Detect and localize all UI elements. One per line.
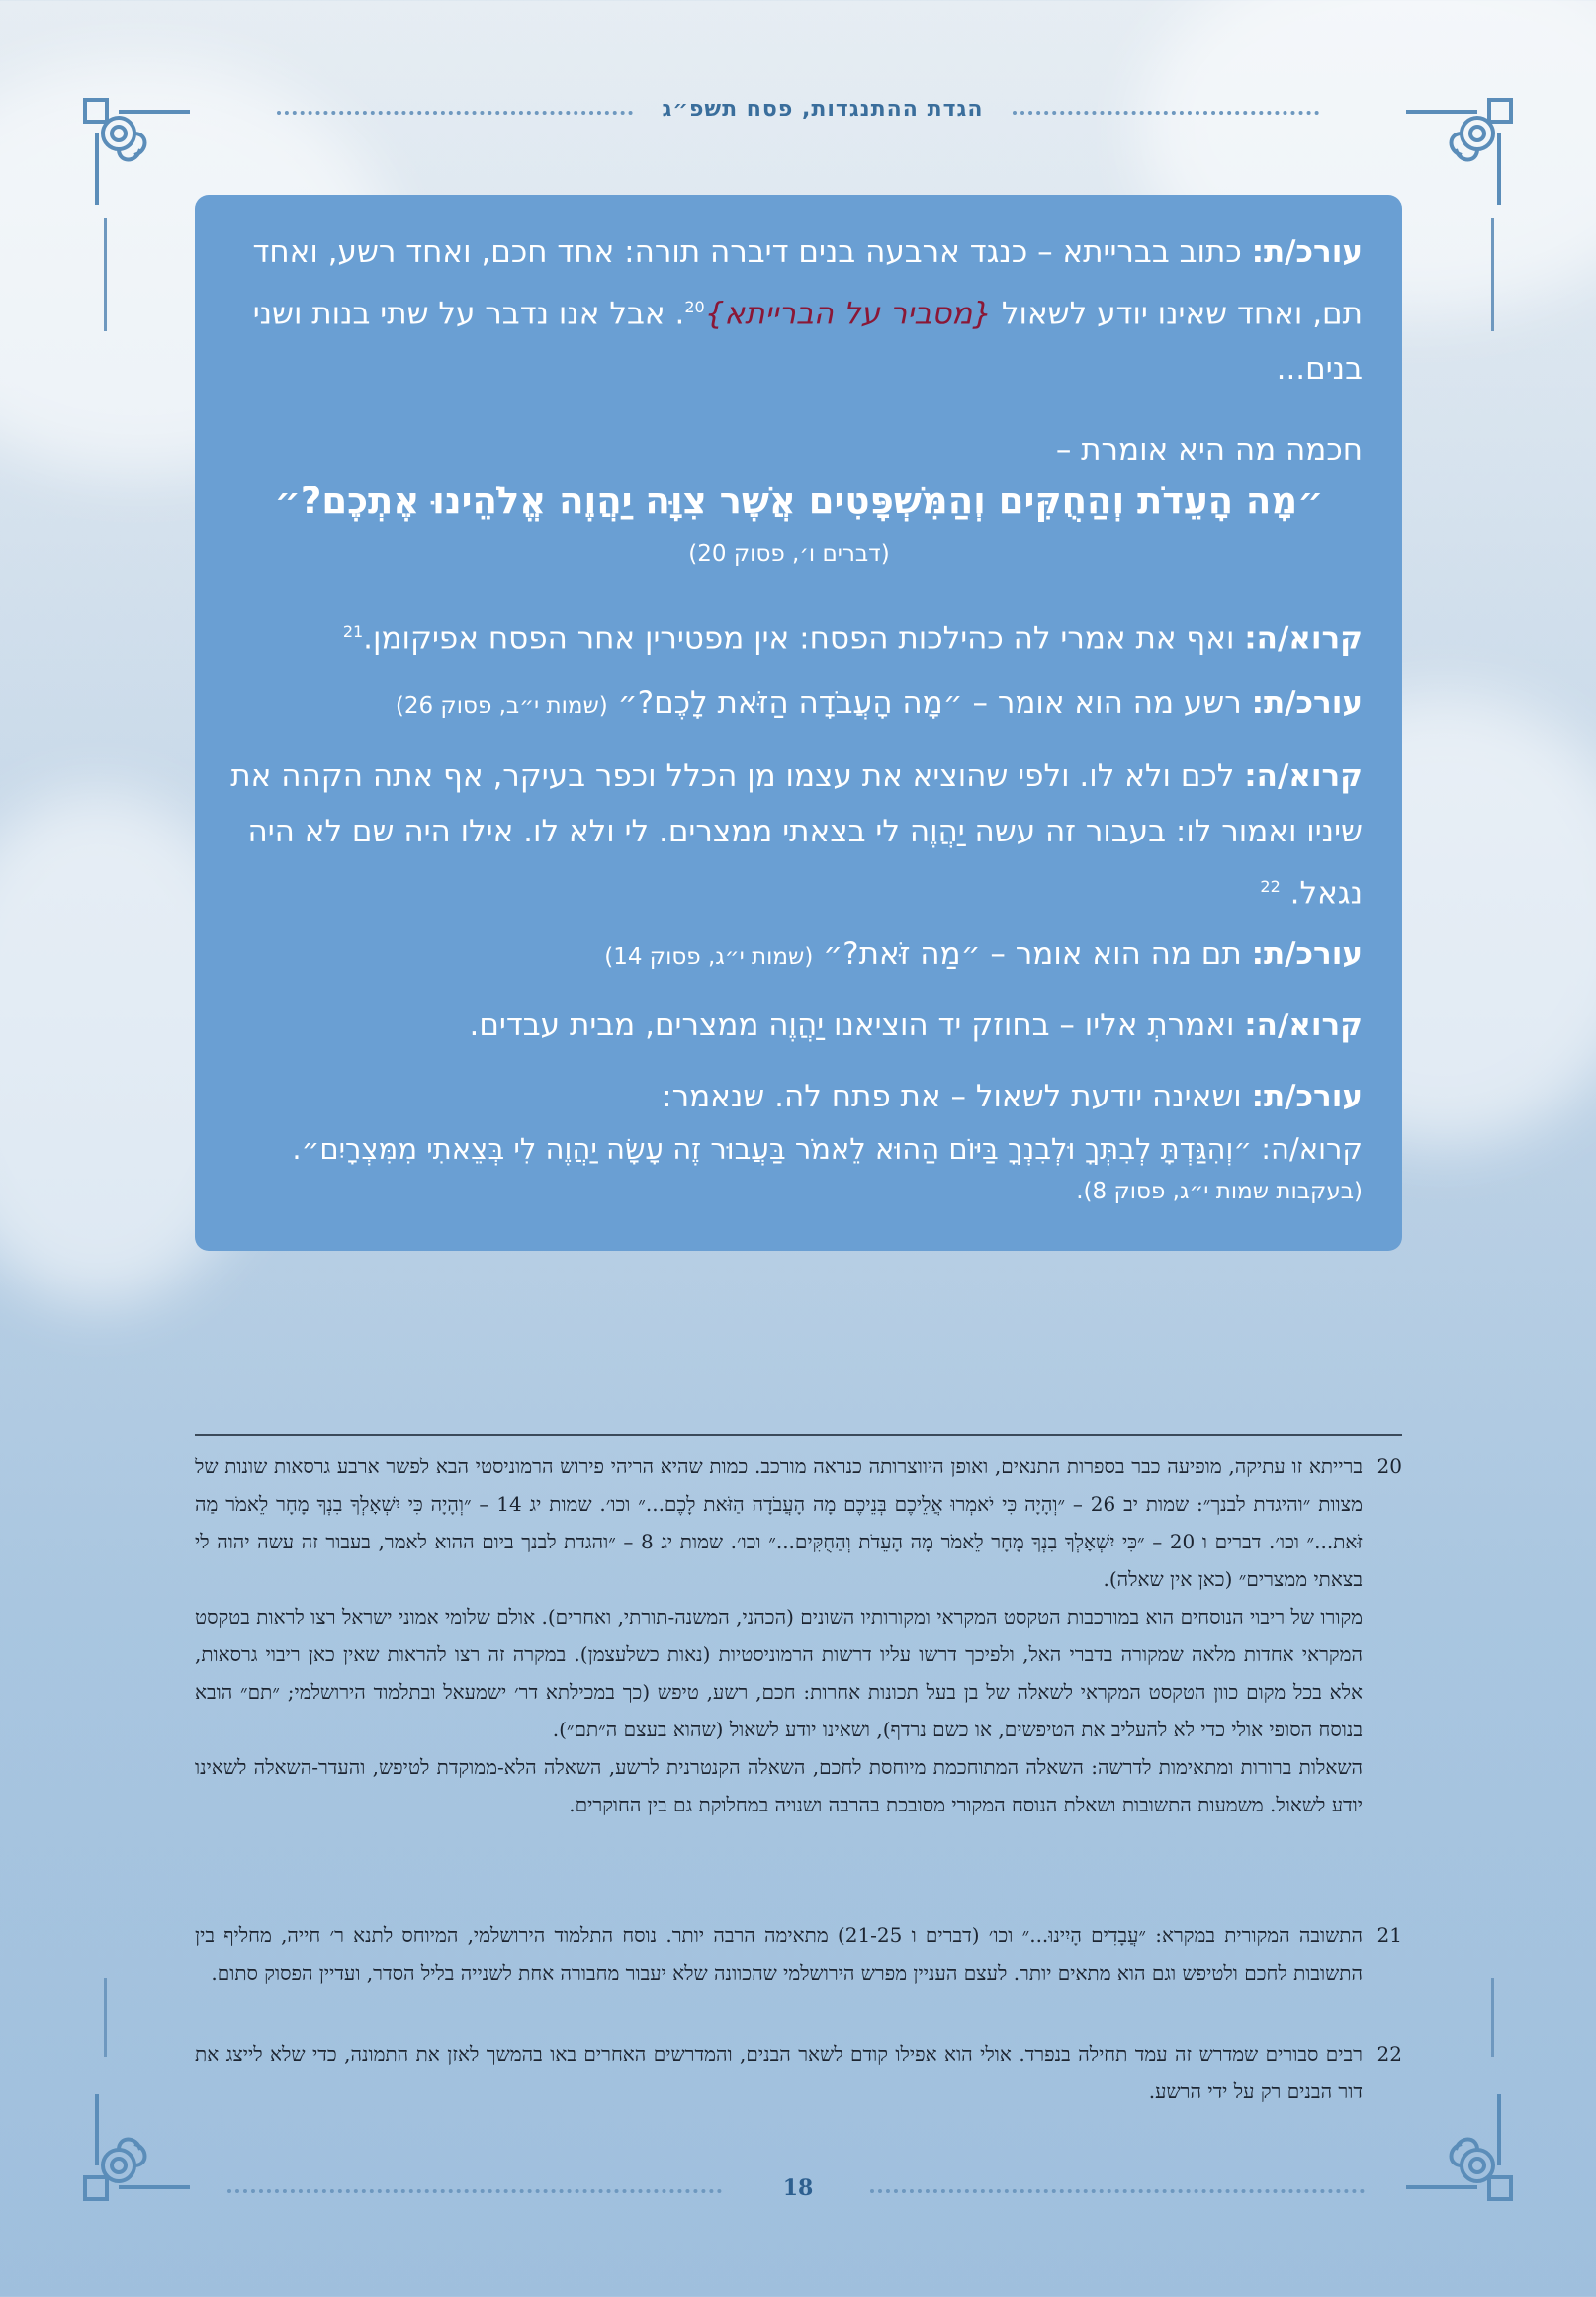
paragraph-text: קרוא/ה: ״וְהִגַּדְתָּ לְבִתְּךָ וּלְבִנְךָ בַּיּוֹם הַהוּא לֵאמֹר בַּעֲבוּר זֶה עָשָׂה יַהֲוֶה לִי בְּצֵאתִי מִמִּצְרָיִם״. — [292, 1132, 1363, 1166]
speaker-label: קרוא/ה: — [1244, 620, 1363, 657]
frame-line — [104, 218, 107, 331]
paragraph-text: ושאינה יודעת לשאול – את פתח לה. שנאמר: — [662, 1079, 1252, 1114]
footnote-22 — [195, 2035, 1402, 2110]
running-header-title: הגדת ההתנגדות, פסח תשפ״ג — [662, 97, 984, 122]
paragraph-reader-4 — [216, 1126, 1363, 1211]
footnote-paragraph: מקורו של ריבוי הנוסחים הוא במורכבות הטקסט המקראי ומקורותיו השונים (הכהני, המשנה-תורתי, ואחרים). אולם שלומי אמוני ישראל רצו לראות בטקסט המקראי אחדות מלאה שמקורה בדברי האל, ולפיכך דרשו עליו דרשות הרמוניסטיות (נאות כשלעצמן). במקרה זה רצו להראות שאין כאן ריבוי גרסאות, אלא בכל מקום כוון הטקסט המקראי לשאלה של בן בעל תכונות אחרות: חכם, רשע, טיפש (כך במכילתא דר׳ ישמעאל ובתלמוד הירושלמי; ״תם״ הובא בנוסח הסופי אולי כדי לא להעליב את הטיפשים, או כשם נרדף), ושאינו יודע לשאול (שהוא בעצם ה״תם״). — [195, 1605, 1363, 1741]
paragraph-editor-intro — [216, 224, 1363, 397]
speaker-label: קרוא/ה: — [1244, 758, 1363, 794]
speaker-label: קרוא/ה: — [1244, 1008, 1363, 1043]
paragraph-text: ואמרתְ אליו – בחוזק יד הוציאנו יַהֲוֶה ממצרים, מבית עבדים. — [469, 1008, 1245, 1043]
haggadah-text-panel — [195, 195, 1402, 1251]
footnote-paragraph: השאלות ברורות ומתאימות לדרשה: השאלה המתוחכמת מיוחסת לחכם, השאלה הקנטרנית לרשע, השאלה הלא-ממוקדת לטיפש, והעדר-השאלה לשאינו יודע לשאול. משמעות התשובות ושאלת הנוסח המקורי מסובכת בהרבה ושנויה במחלוקת גם בין החוקרים. — [195, 1755, 1363, 1816]
paragraph-reader-3 — [216, 998, 1363, 1053]
stage-direction: {מסביר על הברייתא} — [704, 296, 993, 332]
corner-ornament-icon — [1398, 2086, 1517, 2205]
paragraph-reader-2 — [216, 749, 1363, 921]
footnote-number: 22 — [1376, 2042, 1402, 2066]
paragraph-text: ואף את אמרי לה כהילכות הפסח: אין מפטירין אחר הפסח אפיקומן. — [363, 620, 1245, 657]
verse-reference: (שמות י״ג, פסוק 14) — [604, 944, 814, 970]
corner-ornament-icon — [79, 94, 198, 213]
footnote-paragraph: התשובה המקורית במקרא: ״עֲבָדִים הָיִינוּ...״ וכו׳ (דברים ו 21-25) מתאימה הרבה יותר. נוסח התלמוד הירושלמי, המיוחס לתנא ר׳ חייה, מחליף בין התשובות לחכם ולטיפש וגם הוא מתאים יותר. לעצם העניין מפרש הירושלמי שהכוונה שלא יעבור מחבורה אחת לשנייה בליל הסדר, ועדיין הפסוק סתום. — [195, 1923, 1363, 1985]
footnote-paragraph: רבים סבורים שמדרש זה עמד תחילה בנפרד. אולי הוא אפילו קודם לשאר הבנים, והמדרשים האחרים באו בהמשך לאזן את התמונה, כדי שלא לייצג את דור הבנים רק על ידי הרשע. — [195, 2042, 1363, 2103]
frame-line — [1491, 218, 1494, 331]
footnote-20 — [195, 1448, 1402, 1823]
speaker-label: עורכ/ת: — [1251, 936, 1363, 972]
footnotes-divider — [195, 1434, 1402, 1436]
footnote-number: 20 — [1376, 1455, 1402, 1478]
paragraph-text: כתוב בברייתא – כנגד ארבעה בנים דיברה תורה: אחד חכם, ואחד רשע, ואחד תם, ואחד שאינו יודע לשאול — [252, 234, 1363, 332]
verse-reference: (בעקבות שמות י״ג, פסוק 8). — [1076, 1179, 1363, 1204]
speaker-label: עורכ/ת: — [1251, 685, 1363, 721]
page-number: 18 — [782, 2175, 814, 2201]
footnote-paragraph: ברייתא זו עתיקה, מופיעה כבר בספרות התנאים, ואופן היווצרותה כנראה מורכב. כמות שהיא הריהי פירוש הרמוניסטי הבא לפשר ארבע גרסאות שונות של מצוות ״והיגדת לבנך״: שמות יב 26 – ״וְהָיָה כִּי יֹאמְרוּ אֲלֵיכֶם בְּנֵיכֶם מָה הָעֲבֹדָה הַזֹּאת לָכֶם...״ וכו׳. שמות יג 14 – ״וְהָיָה כִּי יִשְׁאָלְךָ בִנְךָ מָחָר לֵאמֹר מַה זֹּאת...״ וכו׳. דברים ו 20 – ״כִּי יִשְׁאָלְךָ בִנְךָ מָחָר לֵאמֹר מָה הָעֵדֹת וְהַחֻקִּים...״ וכו׳. שמות יג 8 – ״והגדת לבנך ביום ההוא לאמר, בעבור זה עשה יהוה לי בצאתי ממצרים״ (כאן אין שאלה). — [195, 1455, 1363, 1591]
wise-daughter-quote: ״מָה הָעֵדֹת וְהַחֻקִּים וְהַמִּשְׁפָּטִים אֲשֶׁר צִוָּה יַהֲוֶה אֱלֹהֵינוּ אֶתְכֶם?״ — [274, 480, 1324, 522]
speaker-label: עורכ/ת: — [1251, 1079, 1363, 1114]
paragraph-cannot-ask — [216, 1069, 1363, 1124]
header-dots-left — [277, 111, 633, 115]
page-header — [0, 97, 1596, 127]
paragraph-text: תם מה הוא אומר – ״מַה זֹּאת?״ — [813, 936, 1252, 972]
header-dots-right — [1013, 111, 1319, 115]
paragraph-text: . אבל אנו נדבר על שתי בנות ושני בנים... — [252, 296, 1363, 388]
corner-ornament-icon — [79, 2086, 198, 2205]
paragraph-wicked-son — [216, 675, 1363, 734]
footnote-21 — [195, 1916, 1402, 1991]
frame-line — [104, 1978, 107, 2057]
footnote-ref[interactable]: 20 — [684, 298, 705, 316]
speaker-label: עורכ/ת: — [1251, 234, 1363, 270]
footnote-ref[interactable]: 22 — [1260, 877, 1281, 896]
frame-line — [1491, 1978, 1494, 2057]
wise-daughter-intro: חכמה מה היא אומרת – — [1055, 432, 1363, 468]
footer-dots-left — [227, 2189, 722, 2193]
paragraph-text: לכם ולא לו. ולפי שהוציא את עצמו מן הכלל וכפר בעיקר, אף אתה הקהה את שיניו ואמור לו: בעבור זה עשה יַהֲוֶה לי בצאתי ממצרים. לי ולא לו. אילו היה שם לא היה נגאל. — [230, 758, 1363, 912]
verse-reference: (דברים ו׳, פסוק 20) — [688, 541, 890, 567]
footnote-number: 21 — [1376, 1923, 1402, 1947]
corner-ornament-icon — [1398, 94, 1517, 213]
paragraph-text: רשע מה הוא אומר – ״מָה הָעֲבֹדָה הַזֹּאת לָכֶם?״ — [607, 685, 1252, 721]
footer-dots-right — [870, 2189, 1365, 2193]
paragraph-reader-1 — [216, 604, 1363, 665]
footnote-ref[interactable]: 21 — [342, 622, 364, 641]
paragraph-simple-son — [216, 927, 1363, 985]
verse-reference: (שמות י״ב, פסוק 26) — [395, 693, 608, 719]
